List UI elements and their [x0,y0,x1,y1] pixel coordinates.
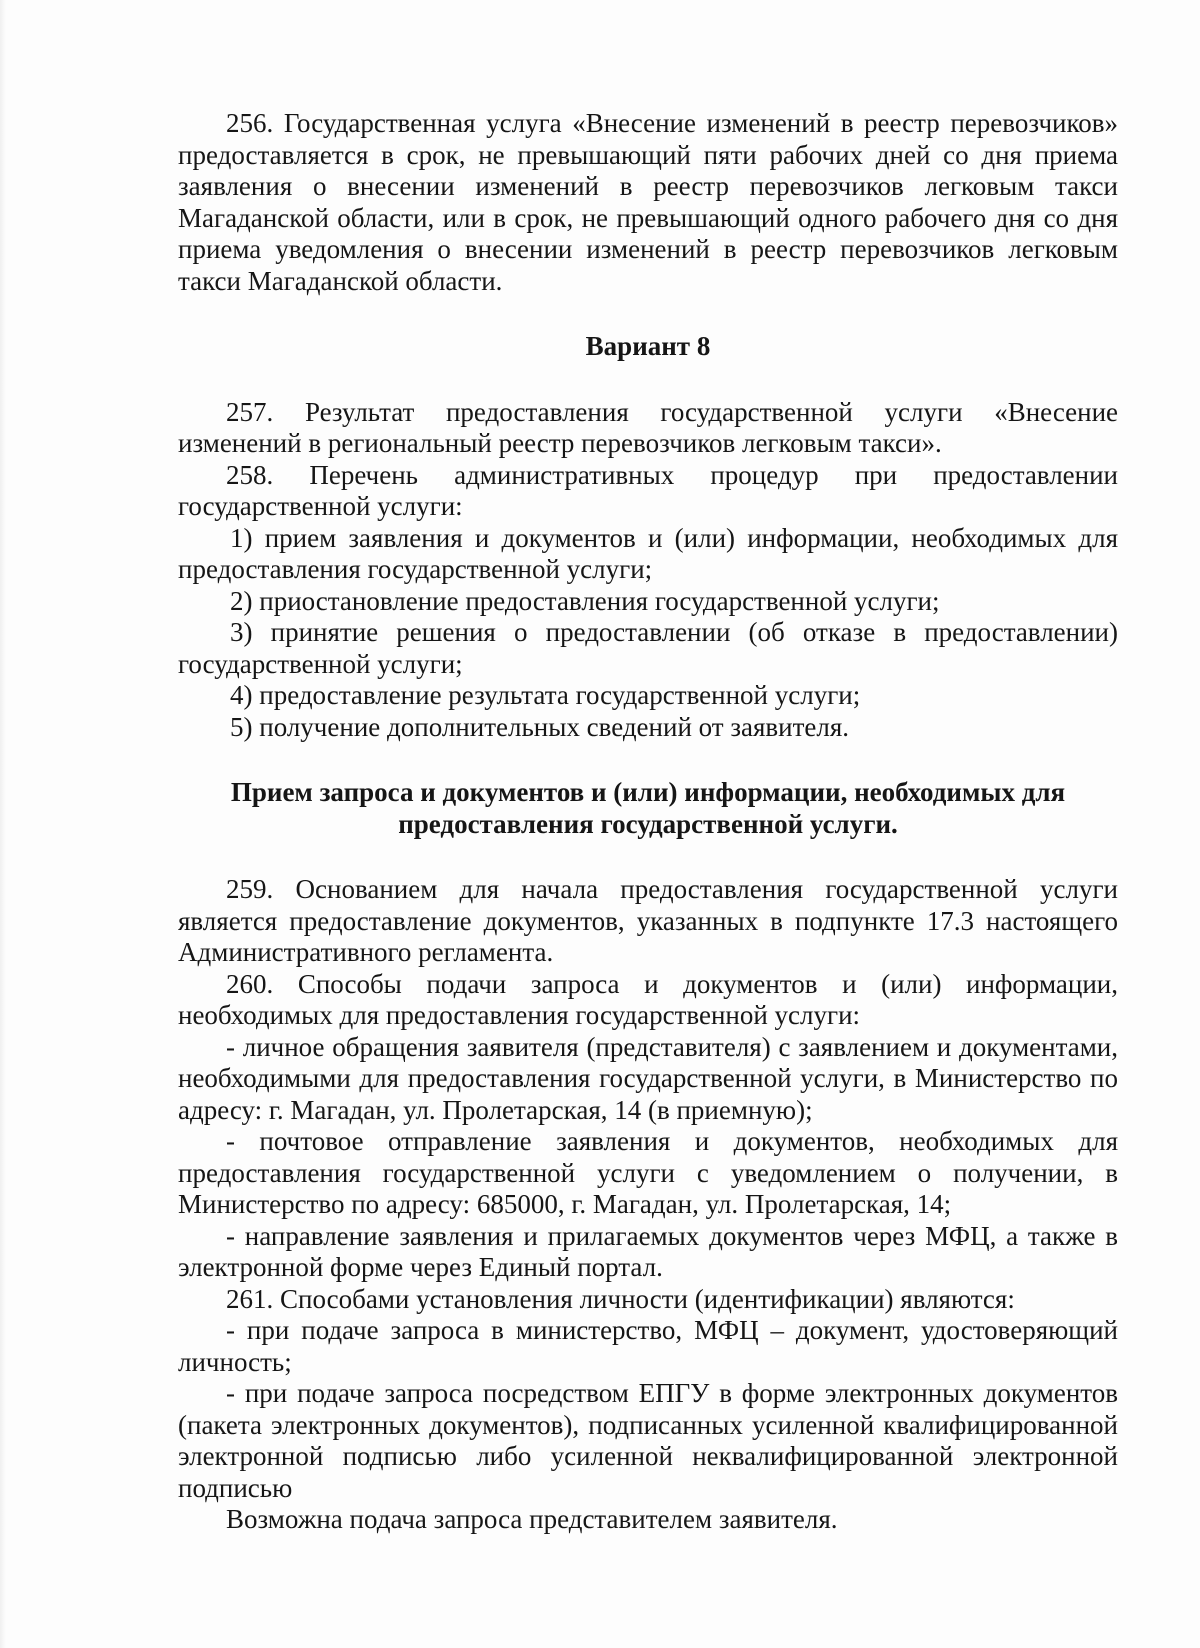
paragraph-last: Возможна подача запроса представителем заявителя. [226,1504,838,1534]
scan-edge [0,0,6,1648]
submission-method-1: - личное обращения заявителя (представителя) с заявлением и документами, необходимыми для предоставления государственной услуги, в Министерство по адресу: г. Магадан, ул. Пролетарская, 14 (в приемную); [178,1031,1118,1125]
variant-heading: Вариант 8 [585,331,711,361]
identification-method-1: - при подаче запроса в министерство, МФЦ – документ, удостоверяющий личность; [178,1315,1118,1377]
procedure-item-5: 5) получение дополнительных сведений от заявителя. [230,711,850,742]
submission-method-3: - направление заявления и прилагаемых документов через МФЦ, а также в электронной форме через Единый портал. [178,1220,1118,1282]
paragraph-259: 259. Основанием для начала предоставления государственной услуги является предоставление документов, указанных в подпункте 17.3 настоящего Административного регламента. [178,874,1118,967]
paragraph-256: 256. Государственная услуга «Внесение изменений в реестр перевозчиков» предоставляется в срок, не превышающий пяти рабочих дней со дня приема заявления о внесении изменений в реестр перевозчиков легковым такси Магаданской области, или в срок, не превышающий одного рабочего дня со дня приема уведомления о внесении изменений в реестр перевозчиков легковым такси Магаданской области. [178,108,1118,296]
paragraph-257: 257. Результат предоставления государственной услуги «Внесение изменений в региональный реестр перевозчиков легковым такси». [178,396,1118,458]
paragraph-258: 258. Перечень административных процедур при предоставлении государственной услуги: [178,459,1118,521]
section-heading-line-1: Прием запроса и документов и (или) информации, необходимых для [230,777,1066,807]
procedure-item-3: 3) принятие решения о предоставлении (об отказе в предоставлении) государственной услуги; [178,617,1118,679]
submission-method-2: - почтовое отправление заявления и документов, необходимых для предоставления государственной услуги с уведомлением о получении, в Министерство по адресу: 685000, г. Магадан, ул. Пролетарская, 14; [178,1126,1118,1219]
procedure-item-2: 2) приостановление предоставления государственной услуги; [230,585,940,616]
section-heading [178,777,1118,840]
section-heading-line-2: предоставления государственной услуги. [398,808,898,839]
procedure-item-4: 4) предоставление результата государственной услуги; [230,680,861,710]
procedure-item-1: 1) прием заявления и документов и (или) информации, необходимых для предоставления государственной услуги; [178,522,1118,584]
paragraph-260: 260. Способы подачи запроса и документов и (или) информации, необходимых для предоставления государственной услуги: [178,968,1118,1030]
identification-method-2: - при подаче запроса посредством ЕПГУ в форме электронных документов (пакета электронных документов), подписанных усиленной квалифицированной электронной подписью либо усиленной неквалифицированной электронной подписью [178,1378,1118,1503]
paragraph-261: 261. Способами установления личности (идентификации) являются: [226,1283,1015,1314]
document-body [178,108,1118,1536]
